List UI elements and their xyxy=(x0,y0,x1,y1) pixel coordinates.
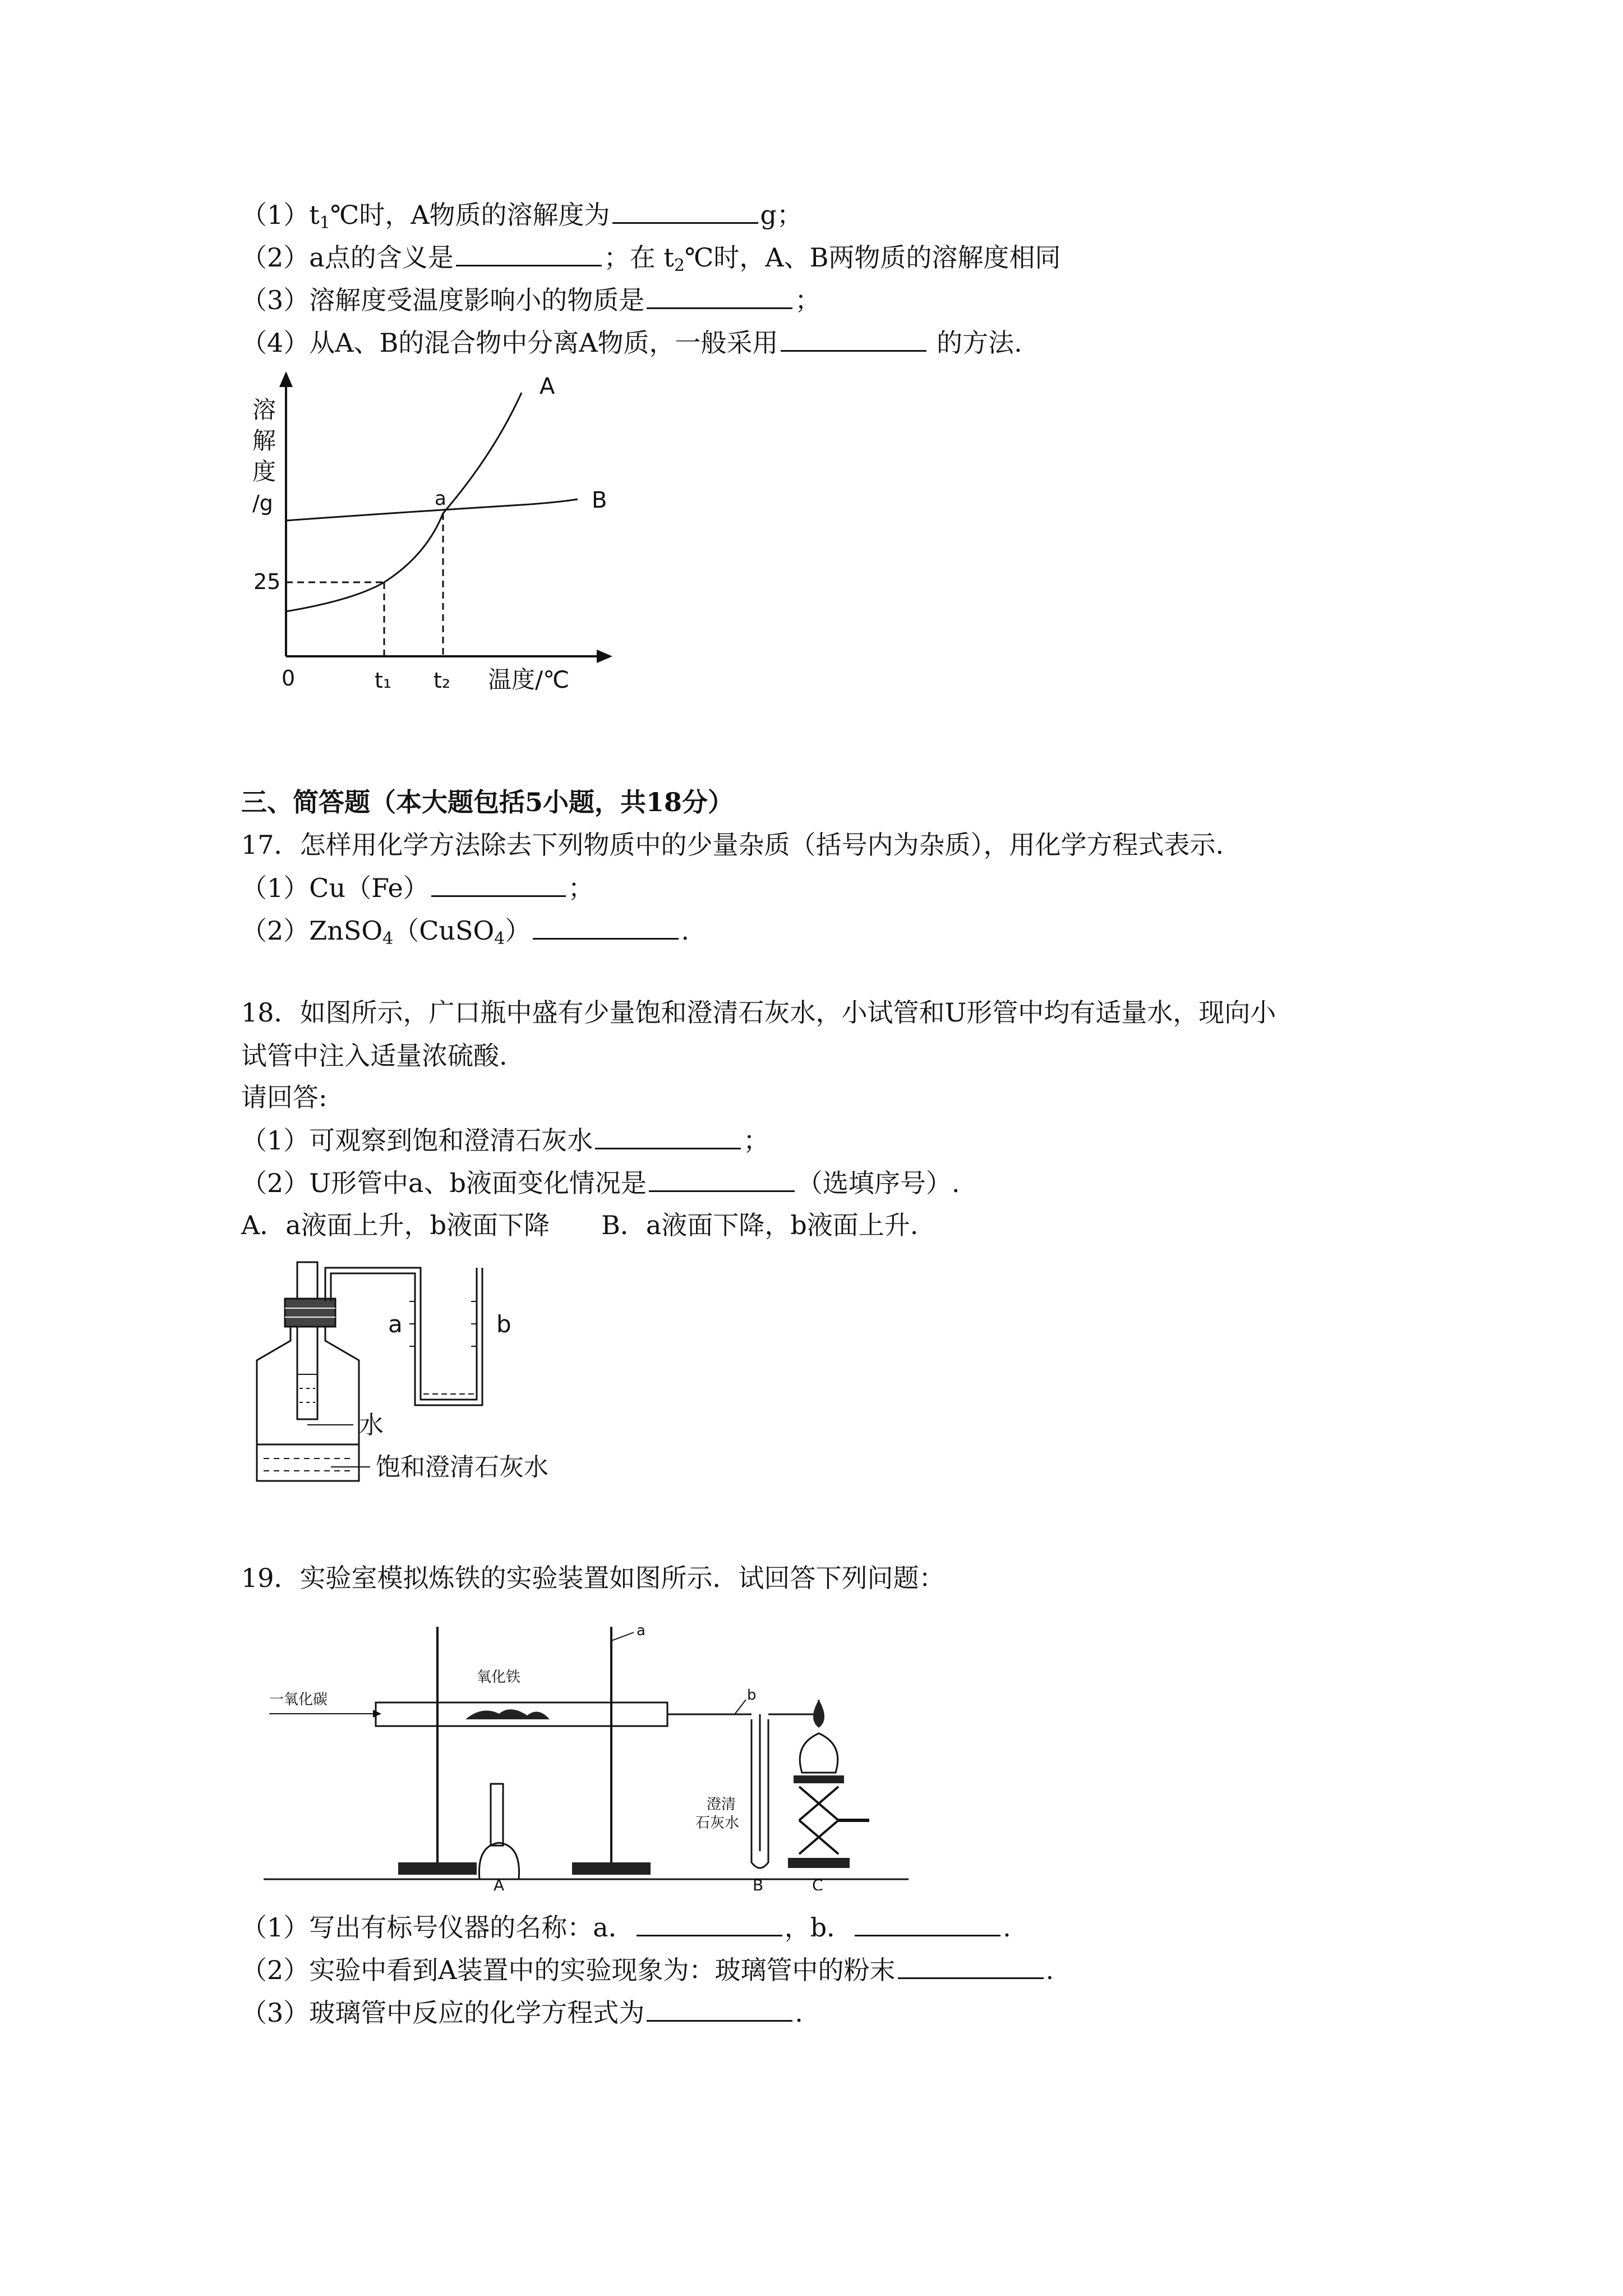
burner-lamp xyxy=(800,1733,838,1773)
answer-blank[interactable] xyxy=(647,1995,792,2022)
ylabel-unit: /g xyxy=(252,491,273,516)
answer-blank[interactable] xyxy=(647,283,792,309)
curve-b xyxy=(286,499,578,521)
label-co: 一氧化碳 xyxy=(269,1691,328,1708)
q18-options: A．a液面上升，b液面下降 B．a液面下降，b液面上升. xyxy=(241,1210,919,1240)
q18-stem-line1: 18．如图所示，广口瓶中盛有少量饱和澄清石灰水，小试管和U形管中均有适量水，现向小 xyxy=(241,997,1276,1028)
label-ferric-oxide: 氧化铁 xyxy=(477,1669,521,1686)
label-a-small: a xyxy=(637,1622,645,1639)
q16-item4 xyxy=(241,325,1022,360)
label-C: C xyxy=(812,1876,823,1890)
q18-stem-line2: 试管中注入适量浓硫酸. xyxy=(241,1041,508,1071)
q16-item4-end: 的方法. xyxy=(928,328,1022,358)
answer-blank[interactable] xyxy=(595,1123,741,1149)
co-arrowhead xyxy=(373,1710,381,1718)
q17-item1-end: ； xyxy=(568,873,594,903)
q16-item3-end: ； xyxy=(795,285,821,315)
label-lime-water-2: 石灰水 xyxy=(695,1815,740,1832)
q19-item3 xyxy=(241,1995,803,2030)
q17-item2-text2: （CuSO xyxy=(393,915,495,946)
lab-jack-scissor xyxy=(799,1787,838,1854)
subscript: 2 xyxy=(674,256,685,275)
q16-item1 xyxy=(241,197,803,240)
label-lime-water-1: 澄清 xyxy=(707,1796,736,1813)
answer-blank[interactable] xyxy=(898,1953,1044,1979)
label-lime-water: 饱和澄清石灰水 xyxy=(376,1453,548,1481)
answer-blank[interactable] xyxy=(533,913,679,940)
label-b-pointer xyxy=(735,1700,746,1714)
x-axis-arrow xyxy=(597,650,612,663)
subscript: 4 xyxy=(382,929,394,949)
q17-item1 xyxy=(241,871,594,905)
jar-utube-figure xyxy=(241,1257,645,1492)
answer-blank[interactable] xyxy=(649,1166,795,1192)
label-b-small: b xyxy=(747,1687,757,1704)
q17-stem: 17．怎样用化学方法除去下列物质中的少量杂质（括号内为杂质），用化学方程式表示. xyxy=(241,830,1224,860)
label-B: B xyxy=(753,1876,764,1890)
q16-item3 xyxy=(241,283,820,317)
q19-item2-text: （2）实验中看到A装置中的实验现象为：玻璃管中的粉末 xyxy=(241,1955,896,1985)
q19-item2-end: . xyxy=(1045,1955,1054,1985)
q19-item1-text: （1）写出有标号仪器的名称：a． xyxy=(241,1912,634,1943)
solubility-chart xyxy=(241,365,623,712)
tube-to-burner xyxy=(768,1700,819,1714)
xlabel: 温度/℃ xyxy=(488,666,570,693)
q17-item2-text: （2）ZnSO xyxy=(241,915,383,946)
alcohol-lamp-body xyxy=(479,1843,519,1879)
label-water: 水 xyxy=(359,1411,384,1439)
answer-blank[interactable] xyxy=(456,240,602,266)
answer-blank[interactable] xyxy=(855,1910,1000,1936)
series-a-label: A xyxy=(540,374,555,399)
point-a-label: a xyxy=(435,487,446,510)
ytick-25: 25 xyxy=(253,569,281,594)
stand-base-right xyxy=(572,1862,651,1875)
xtick-t1: t₁ xyxy=(375,668,392,693)
y-axis-arrow xyxy=(279,371,293,387)
series-b-label: B xyxy=(592,487,607,513)
q19-stem: 19．实验室模拟炼铁的实验装置如图所示．试回答下列问题： xyxy=(241,1563,945,1593)
ylabel-char: 溶 xyxy=(252,396,276,424)
q18-item1-text: （1）可观察到饱和澄清石灰水 xyxy=(241,1125,593,1156)
subscript: 1 xyxy=(319,213,330,233)
label-A: A xyxy=(494,1876,505,1890)
label-a-pointer xyxy=(611,1632,634,1641)
test-tube xyxy=(297,1262,317,1419)
answer-blank[interactable] xyxy=(637,1910,782,1936)
q16-item1-text2: ℃时，A物质的溶解度为 xyxy=(330,200,610,230)
label-a: a xyxy=(388,1310,403,1338)
q16-item1-unit: g； xyxy=(760,200,803,230)
xtick-t2: t₂ xyxy=(434,668,451,693)
q18-prompt: 请回答: xyxy=(241,1082,328,1112)
u-tube xyxy=(415,1268,482,1405)
delivery-tube xyxy=(325,1268,421,1386)
q19-item1 xyxy=(241,1910,1011,1944)
q17-item2 xyxy=(241,913,689,956)
q17-item2-text3: ） xyxy=(505,915,531,946)
q19-item3-text: （3）玻璃管中反应的化学方程式为 xyxy=(241,1998,645,2028)
q19-item1-end: . xyxy=(1003,1912,1011,1943)
alcohol-lamp-chimney xyxy=(491,1784,503,1846)
origin-label: 0 xyxy=(282,666,296,691)
answer-blank[interactable] xyxy=(781,325,926,352)
q18-item1-end: ； xyxy=(743,1125,769,1156)
subscript: 4 xyxy=(494,929,505,949)
q17-item1-text: （1）Cu（Fe） xyxy=(241,873,429,903)
q19-item1-mid: ，b． xyxy=(784,1912,853,1943)
lab-jack-base xyxy=(788,1858,850,1868)
rubber-stopper xyxy=(285,1299,335,1327)
q19-item3-end: . xyxy=(795,1998,803,2028)
q16-item1-text: （1）t xyxy=(241,200,320,230)
answer-blank[interactable] xyxy=(612,197,758,224)
answer-blank[interactable] xyxy=(431,871,566,897)
iron-smelting-figure xyxy=(264,1616,925,1890)
lab-jack-top xyxy=(794,1775,844,1783)
jar-body xyxy=(257,1327,359,1481)
q16-item2-text2: ℃时，A、B两物质的溶解度相同 xyxy=(684,242,1061,273)
curve-a xyxy=(286,393,522,611)
q17-item2-end: . xyxy=(681,915,689,946)
q18-item1 xyxy=(241,1123,769,1157)
q16-item2-mid: ；在 t xyxy=(603,242,674,273)
q16-item2-text: （2）a点的含义是 xyxy=(241,242,454,273)
q18-item2-end: （选填序号）. xyxy=(796,1168,960,1198)
ylabel-char: 度 xyxy=(252,458,276,485)
q16-item3-text: （3）溶解度受温度影响小的物质是 xyxy=(241,285,645,315)
q16-item4-text: （4）从A、B的混合物中分离A物质，一般采用 xyxy=(241,328,778,358)
q18-item2-text: （2）U形管中a、b液面变化情况是 xyxy=(241,1168,647,1198)
stand-base-left xyxy=(398,1862,477,1875)
ylabel-char: 解 xyxy=(252,427,276,454)
burner-flame xyxy=(813,1700,824,1728)
q16-item2 xyxy=(241,240,1061,283)
section-heading: 三、简答题（本大题包括5小题，共18分） xyxy=(241,787,734,817)
q19-item2 xyxy=(241,1953,1054,1987)
q18-item2 xyxy=(241,1166,960,1200)
ferric-oxide-powder xyxy=(465,1709,550,1719)
label-b: b xyxy=(496,1310,511,1338)
